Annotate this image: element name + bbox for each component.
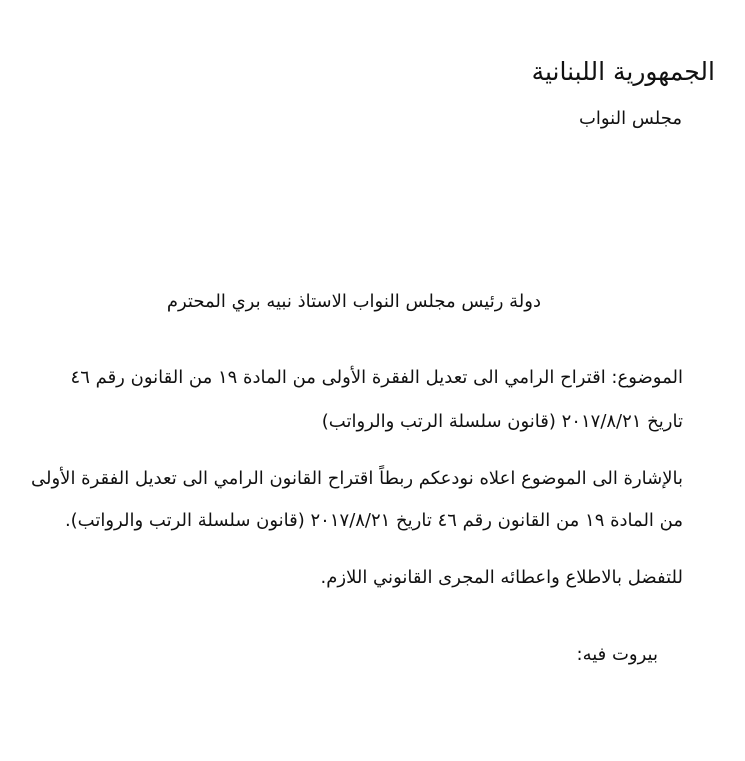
place-line: بيروت فيه: bbox=[576, 644, 658, 665]
addressee-line: دولة رئيس مجلس النواب الاستاذ نبيه بري المحترم bbox=[166, 291, 541, 312]
body-line-1: بالإشارة الى الموضوع اعلاه نودعكم ربطاً اقتراح القانون الرامي الى تعديل الفقرة الأولى bbox=[31, 468, 683, 489]
body-line-2: من المادة ١٩ من القانون رقم ٤٦ تاريخ ٢٠١٧/٨/٢١ (قانون سلسلة الرتب والرواتب). bbox=[64, 510, 683, 531]
subject-line-1: الموضوع: اقتراح الرامي الى تعديل الفقرة الأولى من المادة ١٩ من القانون رقم ٤٦ bbox=[70, 367, 683, 388]
request-line: للتفضل بالاطلاع واعطائه المجرى القانوني اللازم. bbox=[320, 567, 683, 588]
letterhead-parliament: مجلس النواب bbox=[578, 108, 682, 129]
letterhead-republic: الجمهورية اللبنانية bbox=[531, 57, 715, 86]
subject-line-2: تاريخ ٢٠١٧/٨/٢١ (قانون سلسلة الرتب والرواتب) bbox=[321, 411, 683, 432]
